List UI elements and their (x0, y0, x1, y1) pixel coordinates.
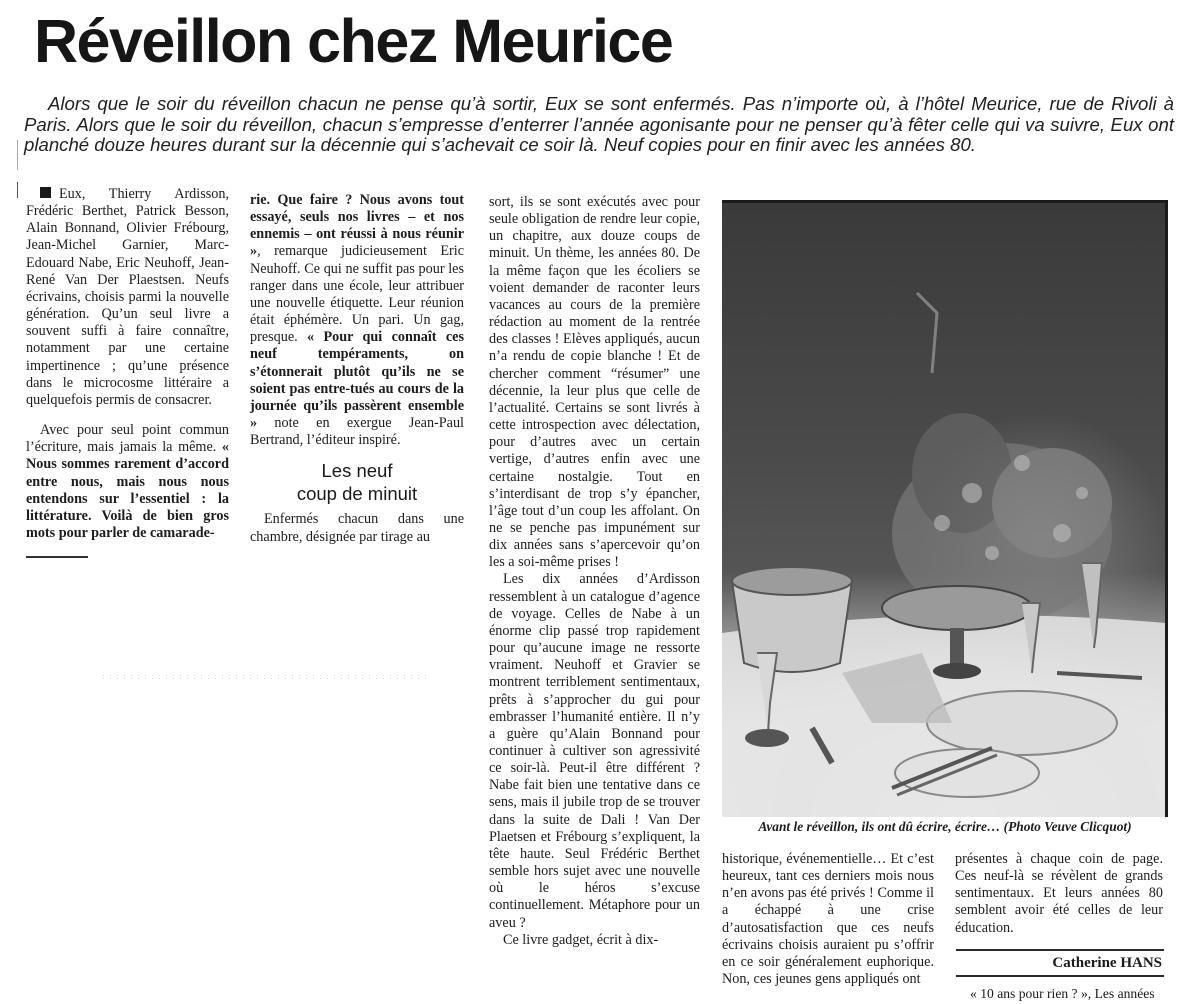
photo-illustration (722, 203, 1165, 817)
paragraph-text: Avec pour seul point commun l’écriture, mais jamais la même. (26, 422, 229, 456)
signature-rule-top (956, 949, 1164, 951)
paragraph: sort, ils se sont exécutés avec pour seule obligation de rendre leur copie, un chapitre, aux douze coups de minuit. Un thème, les années 80. De la même façon que les écoliers se voient demander de raconter leurs vacances au cours de la première rédaction au moment de la rentrée des classes ! Elèves appliqués, aucun n’a rendu de copie blanche ! Et de chercher comment “résumer” une décennie, la leur plus que celle de l’actualité. Certains se sont livrés à cette introspection avec délectation, pour d’autres avec un certain vertige, d’autres enfin avec une certaine nostalgie. Tout en s’interdisant de trop s’y épancher, l’âge tout d’un coup les affolant. On ne se penche pas impunément sur dix années sans s’apercevoir qu’on les a soi-même prises ! (489, 194, 700, 571)
article-column-3 (489, 194, 700, 949)
quote-text: « Nous sommes rarement d’accord entre nous, mais nous nous entendons sur l’essentiel : la littérature. Voilà de bien gros mots pour parler de camarade- (26, 439, 229, 541)
article-lead: Alors que le soir du réveillon chacun ne pense qu’à sortir, Eux se sont enfermés. Pas n’importe où, à l’hôtel Meurice, rue de Rivoli à Paris. Alors que le soir du réveillon, chacun s’empresse d’enterrer l’année agonisante pour ne penser qu’à fêter celle qui va suivre, Eux ont planché douze heures durant sur la décennie qui s’achevait ce soir là. Neuf copies pour en finir avec les années 80. (24, 93, 1174, 155)
article-column-4 (722, 851, 934, 988)
paragraph: historique, événementielle… Et c’est heureux, tant ces derniers mois nous n’en avons pas été privés ! Comme il a échappé à une crise d’autosatisfaction que ces neufs écrivains choisis auraient pu s’offrir en ce soir généralement euphorique. Non, ces jeunes gens appliqués ont (722, 851, 934, 988)
paragraph: Enfermés chacun dans une chambre, désignée par tirage au (250, 511, 464, 545)
article-column-2 (250, 192, 464, 546)
paragraph-text: note en exergue Jean-Paul Bertrand, l’éditeur inspiré. (250, 415, 464, 449)
plate (927, 691, 1117, 755)
paragraph: présentes à chaque coin de page. Ces neuf-là se révèlent de grands sentimentaux. Et leurs années 80 semblent avoir été celles de leur éducation. (955, 851, 1163, 936)
scan-noise (100, 674, 430, 680)
author-signature: Catherine HANS (1052, 955, 1162, 971)
margin-mark (17, 140, 18, 170)
column-end-rule (26, 556, 88, 558)
section-square-icon (40, 187, 51, 198)
article-photo (722, 200, 1168, 817)
headline: Réveillon chez Meurice (34, 7, 673, 75)
ice-bucket (732, 567, 852, 672)
subheading-line: coup de minuit (296, 483, 418, 505)
paragraph: Les dix années d’Ardisson ressemblent à un catalogue d’agence de voyage. Celles de Nabe à un énorme clip passé trop rapidement pour qu’aucune image ne ressorte vraiment. Neuhoff et Gravier se montrent terriblement sentimentaux, prêts à s’approcher du gui pour embrasser l’humanité entière. Il n’y a guère qu’Alain Bonnand pour continuer à cultiver son agressivité ce soir-là. Peut-il être différent ? Nabe fait bien une tentative dans ce sens, mais il jubile trop de se trouver dans la suite de Dali ! Van Der Plaetsen et Frébourg s’expliquent, la tête haute. Seul Frédéric Berthet semble hors sujet avec une nouvelle où le héros s’excuse continuellement. Métaphore pour un aveu ? (489, 571, 700, 931)
article-column-1 (26, 186, 229, 542)
quote-text: « Pour qui connaît ces neuf tempéraments, on s’étonnerait plutôt qu’ils ne se soient pas entre-tués au cours de la journée qu’ils passèrent ensemble » (250, 329, 464, 432)
subheading-line: Les neuf (321, 460, 393, 482)
paragraph-text: , remarque judicieusement Eric Neuhoff. Ce qui ne suffit pas pour les ranger dans une école, leur attribuer une nouvelle étiquette. Leur réunion était éphémère. Un pari. Un gag, presque. (250, 243, 464, 346)
paragraph (26, 186, 229, 409)
subheading (250, 459, 464, 505)
article-column-5 (955, 851, 1163, 937)
paragraph (250, 192, 464, 449)
book-reference: « 10 ans pour rien ? », Les années (970, 986, 1155, 1001)
quote-text: rie. Que faire ? Nous avons tout essayé, seuls nos livres – et nos ennemis – ont réussi à nous réunir » (250, 192, 464, 260)
paragraph-text: Eux, Thierry Ardisson, Frédéric Berthet, Patrick Besson, Alain Bonnand, Olivier Frébourg, Jean-Michel Garnier, Marc-Edouard Nabe, Eric Neuhoff, Jean-René Van Der Plaestsen. Neufs écrivains, choisis parmi la nouvelle génération. Qu’un seul livre a souvent suffi à faire connaître, notamment par une certaine impertinence ; qu’une présence dans le microcosme littéraire a quelquefois permis de consacrer. (26, 186, 229, 408)
paragraph (26, 422, 229, 542)
signature-rule-bottom (956, 975, 1164, 977)
paragraph: Ce livre gadget, écrit à dix- (503, 931, 659, 948)
margin-mark (17, 182, 18, 198)
photo-caption: Avant le réveillon, ils ont dû écrire, écrire… (Photo Veuve Clicquot) (758, 819, 1132, 834)
